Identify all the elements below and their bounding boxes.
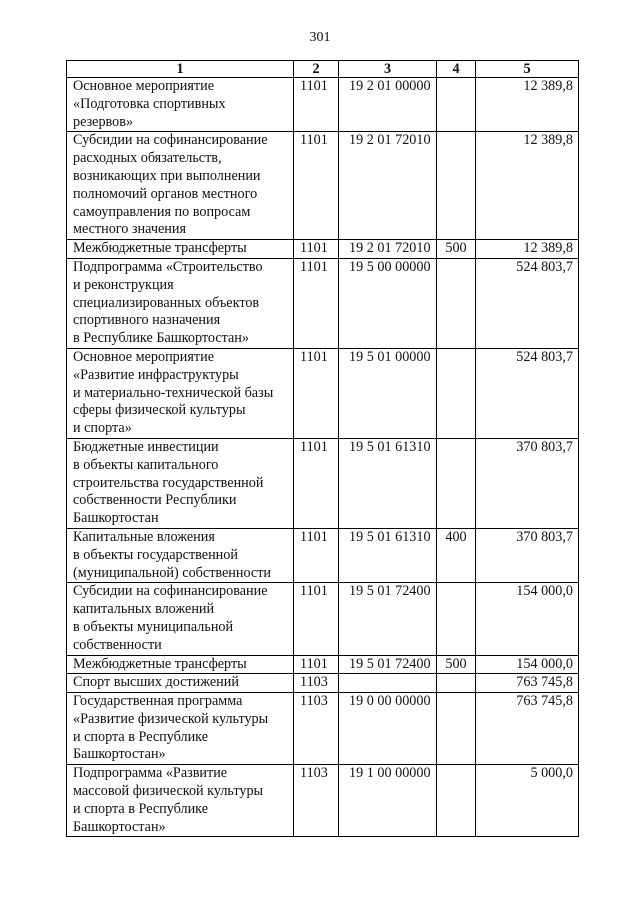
row-code: 19 5 00 00000 — [339, 258, 437, 348]
row-section: 1101 — [294, 78, 339, 132]
row-section: 1101 — [294, 583, 339, 655]
row-name-line: Спорт высших достижений — [73, 674, 239, 691]
row-type — [437, 693, 476, 765]
budget-table — [66, 60, 579, 837]
table-row — [67, 78, 579, 132]
row-name — [67, 583, 294, 655]
row-name — [67, 348, 294, 438]
row-section: 1101 — [294, 240, 339, 259]
row-name-line: строительства государственной — [73, 474, 264, 491]
row-type: 400 — [437, 528, 476, 582]
row-code: 19 5 01 72400 — [339, 655, 437, 674]
row-amount: 12 389,8 — [476, 78, 579, 132]
row-amount: 524 803,7 — [476, 258, 579, 348]
row-name-line: расходных обязательств, — [73, 150, 222, 167]
row-type: 500 — [437, 655, 476, 674]
row-name-line: в объекты муниципальной — [73, 618, 234, 635]
row-name-line: Подпрограмма «Развитие — [73, 765, 228, 782]
header-col-4: 4 — [437, 61, 476, 78]
row-name-line: собственности Республики — [73, 492, 237, 509]
row-name-line: Подпрограмма «Строительство — [73, 258, 263, 275]
row-code: 19 0 00 00000 — [339, 693, 437, 765]
row-code: 19 5 01 00000 — [339, 348, 437, 438]
row-name-line: Башкортостан» — [73, 746, 166, 763]
row-name-line: местного значения — [73, 221, 186, 238]
row-type — [437, 132, 476, 240]
row-name-line: и спорта» — [73, 420, 132, 437]
row-section: 1101 — [294, 528, 339, 582]
header-col-2: 2 — [294, 61, 339, 78]
row-name-line: Башкортостан — [73, 510, 159, 527]
row-name — [67, 528, 294, 582]
row-name-line: массовой физической культуры — [73, 783, 264, 800]
row-section: 1101 — [294, 438, 339, 528]
row-name-line: «Развитие инфраструктуры — [73, 366, 239, 383]
row-name-line: полномочий органов местного — [73, 185, 258, 202]
row-name — [67, 438, 294, 528]
row-name-line: специализированных объектов — [73, 294, 260, 311]
row-amount: 763 745,8 — [476, 693, 579, 765]
row-name — [67, 765, 294, 837]
row-name-line: Межбюджетные трансферты — [73, 655, 247, 672]
row-name-line: (муниципальной) собственности — [73, 564, 272, 581]
table-row — [67, 583, 579, 655]
table-row — [67, 348, 579, 438]
row-section: 1103 — [294, 674, 339, 693]
row-name — [67, 132, 294, 240]
table-row — [67, 655, 579, 674]
row-amount: 370 803,7 — [476, 528, 579, 582]
header-col-5: 5 — [476, 61, 579, 78]
header-col-1: 1 — [67, 61, 294, 78]
row-type — [437, 583, 476, 655]
row-name-line: самоуправления по вопросам — [73, 203, 251, 220]
row-code: 19 5 01 72400 — [339, 583, 437, 655]
row-name-line: Основное мероприятие — [73, 78, 214, 94]
header-row — [67, 61, 579, 78]
row-code: 19 5 01 61310 — [339, 438, 437, 528]
row-section: 1101 — [294, 348, 339, 438]
row-code: 19 2 01 72010 — [339, 240, 437, 259]
row-type — [437, 765, 476, 837]
table-row — [67, 258, 579, 348]
row-section: 1101 — [294, 132, 339, 240]
table-row — [67, 765, 579, 837]
row-name-line: Межбюджетные трансферты — [73, 240, 247, 257]
row-name — [67, 258, 294, 348]
row-type — [437, 258, 476, 348]
row-name-line: возникающих при выполнении — [73, 167, 261, 184]
row-name-line: в объекты капитального — [73, 456, 219, 473]
row-name-line: спортивного назначения — [73, 312, 221, 329]
row-name-line: капитальных вложений — [73, 601, 215, 618]
row-type — [437, 78, 476, 132]
header-col-3: 3 — [339, 61, 437, 78]
row-name — [67, 693, 294, 765]
row-type — [437, 438, 476, 528]
row-name-line: и материально-технической базы — [73, 384, 274, 401]
row-name-line: в Республике Башкортостан» — [73, 330, 249, 347]
row-code: 19 1 00 00000 — [339, 765, 437, 837]
row-name-line: и спорта в Республике — [73, 728, 209, 745]
row-name — [67, 78, 294, 132]
row-name-line: и спорта в Республике — [73, 800, 209, 817]
table-row — [67, 693, 579, 765]
row-name-line: сферы физической культуры — [73, 402, 246, 419]
row-name-line: Башкортостан» — [73, 818, 166, 835]
row-type — [437, 674, 476, 693]
row-name-line: резервов» — [73, 113, 134, 130]
page-number: 301 — [309, 30, 331, 45]
row-amount: 763 745,8 — [476, 674, 579, 693]
row-name-line: Субсидии на софинансирование — [73, 132, 268, 149]
table-row — [67, 240, 579, 259]
row-name — [67, 655, 294, 674]
table-body — [67, 78, 579, 837]
row-name-line: и реконструкция — [73, 276, 174, 293]
row-section: 1103 — [294, 693, 339, 765]
row-amount: 12 389,8 — [476, 240, 579, 259]
row-name-line: в объекты государственной — [73, 546, 238, 563]
row-name-line: «Развитие физической культуры — [73, 710, 269, 727]
row-name — [67, 240, 294, 259]
row-section: 1101 — [294, 655, 339, 674]
row-type — [437, 348, 476, 438]
table-row — [67, 674, 579, 693]
table-row — [67, 132, 579, 240]
table-row — [67, 438, 579, 528]
row-amount: 12 389,8 — [476, 132, 579, 240]
row-amount: 524 803,7 — [476, 348, 579, 438]
row-type: 500 — [437, 240, 476, 259]
table-row — [67, 528, 579, 582]
row-name-line: Бюджетные инвестиции — [73, 438, 219, 455]
row-amount: 5 000,0 — [476, 765, 579, 837]
row-code — [339, 674, 437, 693]
row-code: 19 2 01 72010 — [339, 132, 437, 240]
row-code: 19 5 01 61310 — [339, 528, 437, 582]
row-name-line: «Подготовка спортивных — [73, 95, 226, 112]
row-amount: 154 000,0 — [476, 655, 579, 674]
row-name-line: Капитальные вложения — [73, 528, 215, 545]
row-amount: 370 803,7 — [476, 438, 579, 528]
row-section: 1101 — [294, 258, 339, 348]
row-name-line: Государственная программа — [73, 693, 243, 710]
row-code: 19 2 01 00000 — [339, 78, 437, 132]
row-name-line: собственности — [73, 636, 162, 653]
row-section: 1103 — [294, 765, 339, 837]
row-name-line: Субсидии на софинансирование — [73, 583, 268, 600]
row-name-line: Основное мероприятие — [73, 348, 214, 365]
row-name — [67, 674, 294, 693]
row-amount: 154 000,0 — [476, 583, 579, 655]
